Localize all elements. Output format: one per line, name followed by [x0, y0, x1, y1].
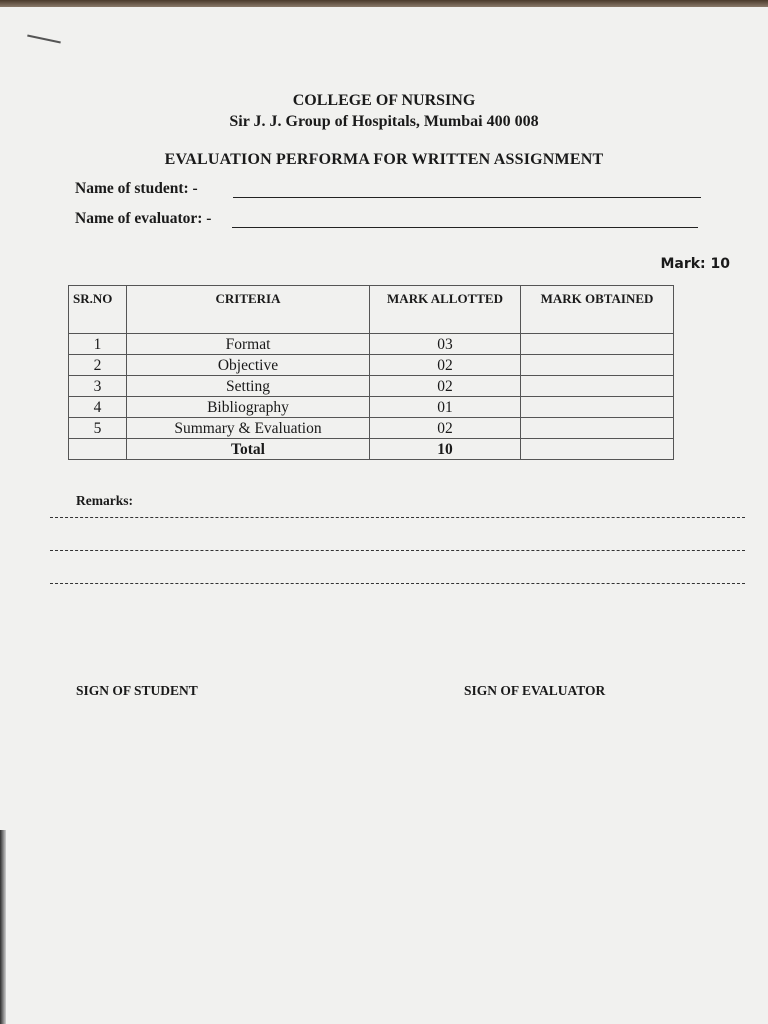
student-name-field[interactable]	[233, 197, 701, 198]
remarks-line[interactable]	[50, 517, 745, 518]
row-mark-allotted: 02	[370, 355, 521, 376]
row-srno: 4	[69, 397, 127, 418]
evaluator-name-label: Name of evaluator: -	[75, 210, 212, 227]
table-header-row	[69, 286, 674, 334]
row-srno: 1	[69, 334, 127, 355]
row-mark-allotted: 03	[370, 334, 521, 355]
row-criteria: Summary & Evaluation	[127, 418, 370, 439]
row-criteria: Objective	[127, 355, 370, 376]
form-heading: EVALUATION PERFORMA FOR WRITTEN ASSIGNMENT	[164, 151, 604, 168]
column-header-mark-allotted: MARK ALLOTTED	[370, 286, 521, 334]
table-row	[69, 355, 674, 376]
table-row	[69, 418, 674, 439]
total-mark-label: Mark: 10	[660, 256, 730, 272]
row-criteria: Setting	[127, 376, 370, 397]
row-srno: 3	[69, 376, 127, 397]
remarks-line[interactable]	[50, 550, 745, 551]
column-header-criteria: CRITERIA	[127, 286, 370, 334]
paper-left-shadow	[0, 830, 6, 1024]
evaluation-table	[68, 285, 674, 460]
row-criteria: Format	[127, 334, 370, 355]
total-mark-obtained[interactable]	[521, 439, 674, 460]
row-mark-allotted: 02	[370, 376, 521, 397]
pen-mark	[27, 34, 61, 43]
student-signature-label: SIGN OF STUDENT	[76, 683, 198, 698]
row-mark-obtained[interactable]	[521, 418, 674, 439]
row-mark-obtained[interactable]	[521, 355, 674, 376]
row-mark-allotted: 01	[370, 397, 521, 418]
column-header-mark-obtained: MARK OBTAINED	[521, 286, 674, 334]
column-header-srno: SR.NO	[69, 286, 127, 334]
student-name-label: Name of student: -	[75, 180, 198, 197]
table-total-row	[69, 439, 674, 460]
hospital-subtitle: Sir J. J. Group of Hospitals, Mumbai 400 008	[229, 113, 539, 130]
total-srno	[69, 439, 127, 460]
row-mark-allotted: 02	[370, 418, 521, 439]
table-row	[69, 376, 674, 397]
paper-top-edge	[0, 0, 768, 7]
row-mark-obtained[interactable]	[521, 376, 674, 397]
remarks-label: Remarks:	[76, 493, 133, 508]
remarks-line[interactable]	[50, 583, 745, 584]
evaluator-name-field[interactable]	[232, 227, 698, 228]
row-mark-obtained[interactable]	[521, 397, 674, 418]
row-mark-obtained[interactable]	[521, 334, 674, 355]
row-srno: 5	[69, 418, 127, 439]
total-mark-allotted: 10	[370, 439, 521, 460]
evaluator-signature-label: SIGN OF EVALUATOR	[464, 683, 606, 698]
row-criteria: Bibliography	[127, 397, 370, 418]
table-row	[69, 334, 674, 355]
row-srno: 2	[69, 355, 127, 376]
college-title: COLLEGE OF NURSING	[292, 92, 476, 109]
table-row	[69, 397, 674, 418]
total-label: Total	[127, 439, 370, 460]
